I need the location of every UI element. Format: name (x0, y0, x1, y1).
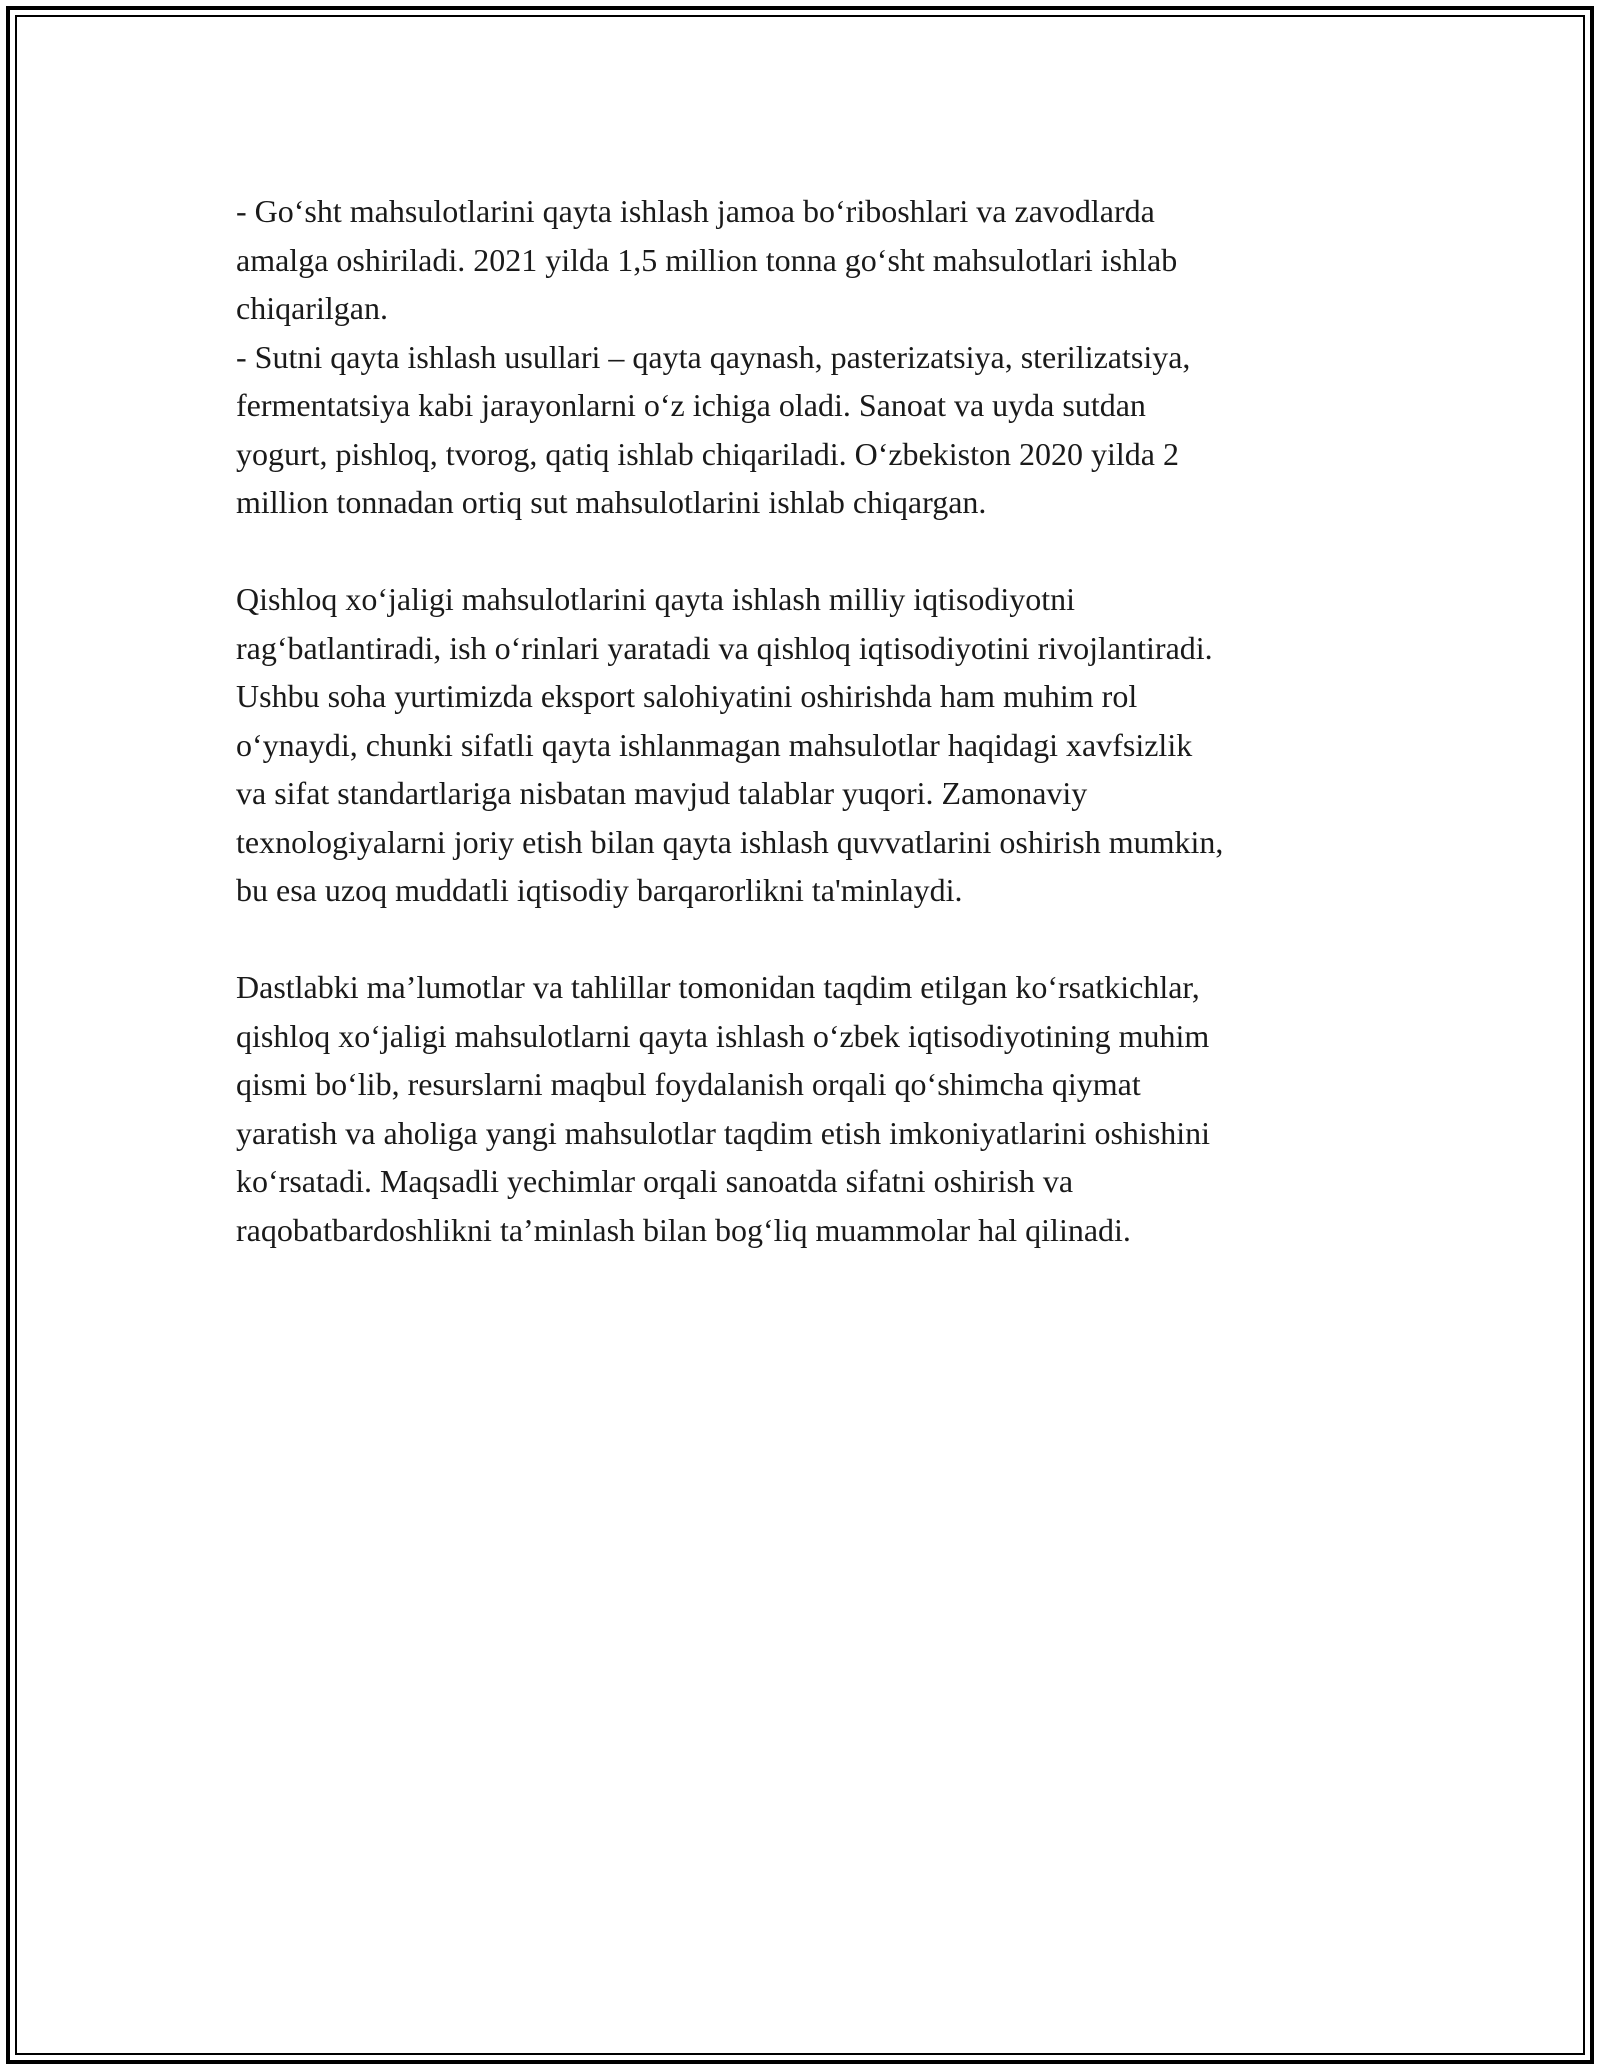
document-body (236, 187, 1376, 1254)
paragraph-processing-methods: - Go‘sht mahsulotlarini qayta ishlash jamoa bo‘riboshlari va zavodlarda amalga oshiriladi. 2021 yilda 1,5 million tonna go‘sht mahsulotlari ishlab chiqarilgan. - Sutni qayta ishlash usullari – qayta qaynash, pasterizatsiya, sterilizatsiya, fermentatsiya kabi jarayonlarni o‘z ichiga oladi. Sanoat va uyda sutdan yogurt, pishloq, tvorog, qatiq ishlab chiqariladi. O‘zbekiston 2020 yilda 2 million tonnadan ortiq sut mahsulotlarini ishlab chiqargan. (236, 193, 1191, 520)
paragraph-economic-impact: Qishloq xo‘jaligi mahsulotlarini qayta ishlash milliy iqtisodiyotni rag‘batlantiradi, ish o‘rinlari yaratadi va qishloq iqtisodiyotini rivojlantiradi. Ushbu soha yurtimizda eksport salohiyatini oshirishda ham muhim rol o‘ynaydi, chunki sifatli qayta ishlanmagan mahsulotlar haqidagi xavfsizlik va sifat standartlariga nisbatan mavjud talablar yuqori. Zamonaviy texnologiyalarni joriy etish bilan qayta ishlash quvvatlarini oshirish mumkin, bu esa uzoq muddatli iqtisodiy barqarorlikni ta'minlaydi. (236, 581, 1224, 908)
paragraph-conclusion: Dastlabki ma’lumotlar va tahlillar tomonidan taqdim etilgan ko‘rsatkichlar, qishloq xo‘jaligi mahsulotlarni qayta ishlash o‘zbek iqtisodiyotining muhim qismi bo‘lib, resurslarni maqbul foydalanish orqali qo‘shimcha qiymat yaratish va aholiga yangi mahsulotlar taqdim etish imkoniyatlarini oshishini ko‘rsatadi. Maqsadli yechimlar orqali sanoatda sifatni oshirish va raqobatbardoshlikni ta’minlash bilan bog‘liq muammolar hal qilinadi. (236, 969, 1211, 1248)
